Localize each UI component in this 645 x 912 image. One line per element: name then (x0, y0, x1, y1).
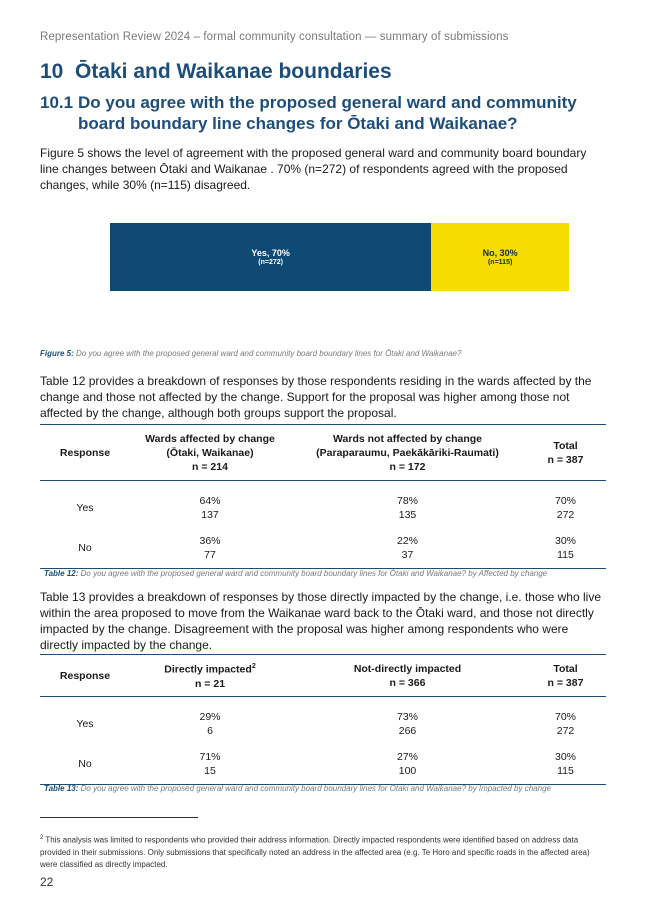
table-row (40, 697, 606, 745)
table-header-row (40, 425, 606, 481)
cell-count: 37 (401, 549, 414, 562)
figure-caption (40, 349, 461, 358)
cell-not-directly (290, 745, 525, 785)
cell-pct: 30% (554, 751, 576, 764)
cell-response: Yes (76, 501, 94, 514)
cell-total (525, 697, 606, 745)
header-directly-impacted (130, 655, 290, 697)
cell-count: 137 (201, 508, 219, 521)
cell-pct: 30% (554, 535, 576, 548)
cell-total (525, 529, 606, 569)
cell-pct: 73% (396, 710, 418, 723)
header-not-affected-title: Wards not affected by change (333, 432, 482, 445)
header-total-n: n = 387 (547, 676, 584, 689)
cell-affected (130, 529, 290, 569)
header-total-title: Total (553, 439, 578, 452)
bar-count-yes: (n=272) (258, 259, 283, 266)
header-not-directly-impacted-title: Not-directly impacted (353, 662, 462, 675)
cell-not-affected (290, 481, 525, 529)
header-total (525, 425, 606, 481)
cell-count: 6 (207, 724, 213, 737)
bar-label-no: No, 30% (482, 248, 518, 258)
cell-count: 272 (556, 724, 575, 737)
cell-pct: 29% (199, 710, 221, 723)
cell-count: 272 (556, 508, 575, 521)
section-number: 10 (40, 60, 64, 83)
cell-response: No (78, 758, 92, 771)
header-not-directly-impacted-n: n = 366 (389, 676, 426, 689)
subsection-title: Do you agree with the proposed general ward and community board boundary line changes for Ōtaki and Waikanae? (78, 93, 577, 133)
header-affected (130, 425, 290, 481)
cell-not-affected (290, 529, 525, 569)
figure-caption-label: Figure 5: (40, 349, 74, 358)
cell-count: 115 (557, 549, 574, 562)
table13-caption-label: Table 13: (44, 784, 79, 793)
header-total (525, 655, 606, 697)
footnote (40, 832, 600, 871)
cell-affected (130, 481, 290, 529)
cell-pct: 70% (554, 710, 576, 723)
cell-total (525, 481, 606, 529)
bar-label-yes: Yes, 70% (251, 248, 290, 258)
header-directly-impacted-label: Directly impacted (164, 663, 252, 676)
figure-caption-text: Do you agree with the proposed general ward and community board boundary lines for Ōtaki and Waikanae? (73, 349, 462, 358)
cell-directly (130, 697, 290, 745)
cell-count: 115 (557, 765, 574, 778)
header-not-affected-n: n = 172 (389, 460, 426, 473)
table13-caption-text: Do you agree with the proposed general ward and community board boundary lines for Ōtaki and Waikanae? by Impacted by change (78, 784, 551, 793)
cell-pct: 78% (396, 494, 418, 507)
table12-caption (44, 569, 547, 578)
table13-caption (44, 783, 589, 794)
header-not-directly-impacted (290, 655, 525, 697)
header-response: Response (59, 669, 111, 682)
page-number: 22 (40, 875, 54, 889)
cell-response: Yes (76, 717, 94, 730)
table-header-row (40, 655, 606, 697)
section-heading (40, 60, 392, 84)
footnote-text: This analysis was limited to respondents who provided their address information. Directly impacted respondents were identified based on address data provided in their submissions. Only submissions that specifically noted an address in the affected area (e.g. Te Horo and specific roads in the affected area) were classified as directly impacted. (40, 835, 590, 869)
cell-response: No (78, 542, 92, 555)
cell-count: 15 (204, 765, 216, 778)
header-directly-impacted-n: n = 21 (194, 677, 226, 690)
cell-pct: 27% (396, 751, 418, 764)
bar-count-no: (n=115) (487, 259, 513, 266)
subsection-heading (40, 92, 600, 134)
cell-count: 135 (398, 508, 417, 521)
cell-pct: 64% (199, 494, 221, 507)
cell-pct: 70% (554, 494, 576, 507)
table-12 (40, 424, 606, 569)
header-directly-impacted-title (130, 660, 290, 677)
section-title: Ōtaki and Waikanae boundaries (75, 60, 392, 83)
footnote-divider (40, 817, 198, 818)
footnote-ref[interactable]: 2 (251, 663, 256, 671)
cell-count: 266 (398, 724, 417, 737)
footnote-mark: 2 (40, 835, 44, 841)
table12-caption-text: Do you agree with the proposed general ward and community board boundary lines for Ōtaki and Waikanae? by Affected by change (78, 569, 548, 578)
bar-segment-no (431, 223, 569, 291)
cell-count: 77 (204, 549, 216, 562)
paragraph-table12-intro: Table 12 provides a breakdown of responses by those respondents residing in the wards affected by the change and those not affected by the change. Support for the proposal was higher among those not affected by the change, although both groups support the proposal. (40, 374, 592, 420)
table-row (40, 529, 606, 569)
table-row (40, 745, 606, 785)
table12-caption-label: Table 12: (44, 569, 79, 578)
cell-count: 100 (398, 765, 417, 778)
cell-total (525, 745, 606, 785)
running-header: Representation Review 2024 – formal community consultation — summary of submissions (40, 31, 509, 43)
header-not-affected-wards: (Paraparaumu, Paekākāriki-Raumati) (316, 446, 499, 459)
header-not-affected (290, 425, 525, 481)
header-affected-wards: (Ōtaki, Waikanae) (166, 446, 254, 459)
header-total-n: n = 387 (547, 453, 584, 466)
paragraph-figure-intro: Figure 5 shows the level of agreement with the proposed general ward and community board boundary line changes between Ōtaki and Waikanae . 70% (n=272) of respondents agreed with the proposed changes, while 30% (n=115) disagreed. (40, 146, 587, 192)
bar-segment-yes (110, 223, 431, 291)
stacked-bar-figure (110, 223, 569, 291)
cell-pct: 22% (396, 535, 418, 548)
header-total-title: Total (553, 662, 578, 675)
table-row (40, 481, 606, 529)
cell-pct: 71% (199, 751, 221, 764)
table-13 (40, 654, 606, 785)
subsection-number: 10.1 (40, 93, 74, 112)
paragraph-table13-intro: Table 13 provides a breakdown of responses by those directly impacted by the change, i.e. those who live within the area proposed to move from the Waikanae ward back to the Ōtaki ward, and those not directly impacted by the change. Disagreement with the proposal was higher among respondents who were directly impacted by the change. (40, 590, 601, 652)
header-affected-n: n = 214 (192, 460, 228, 473)
cell-not-directly (290, 697, 525, 745)
header-response: Response (59, 446, 111, 459)
cell-pct: 36% (199, 535, 221, 548)
cell-directly (130, 745, 290, 785)
header-affected-title: Wards affected by change (145, 432, 275, 445)
